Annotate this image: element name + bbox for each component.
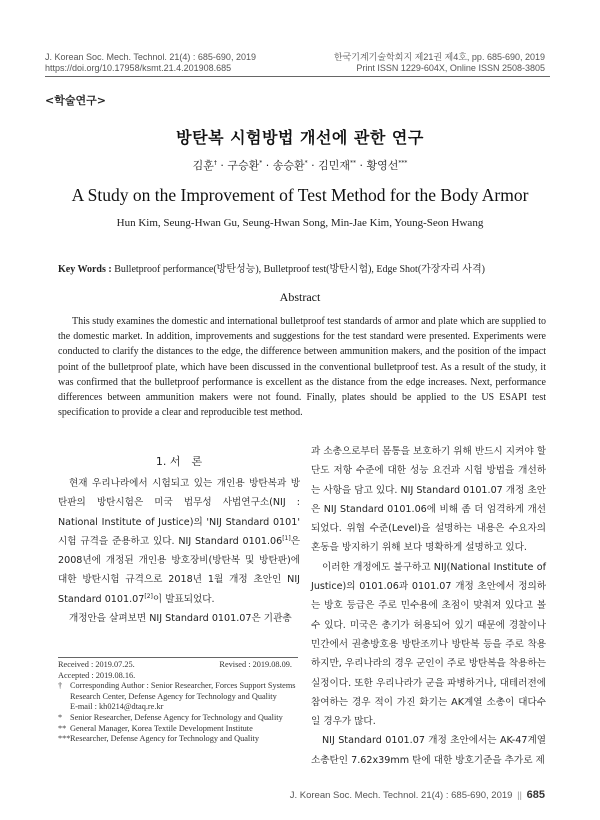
accepted-date: Accepted : 2019.08.16. xyxy=(58,670,136,680)
footer-citation: J. Korean Soc. Mech. Technol. 21(4) : 685-690, 2019 xyxy=(289,790,513,801)
citation-ref[interactable]: [2] xyxy=(144,592,153,600)
author-ko: 황영선 xyxy=(366,159,399,172)
title-english: A Study on the Improvement of Test Method for the Body Armor xyxy=(71,185,529,205)
authors-english: Hun Kim, Seung-Hwan Gu, Seung-Hwan Song, Min-Jae Kim, Young-Seon Hwang xyxy=(116,217,484,229)
author-ko: 김훈 xyxy=(192,159,214,172)
section-heading-introduction: 1. 서 론 xyxy=(155,455,203,468)
paragraph: NIJ Standard 0101.07 개정 초안에서는 AK-47계열 소총탄인 7.62x39mm 탄에 대한 방호기준을 추가로 제 xyxy=(311,735,546,766)
left-column-text xyxy=(58,474,300,628)
received-date: Received : 2019.07.25. xyxy=(58,660,135,669)
footnote-3 xyxy=(58,734,298,745)
paragraph xyxy=(58,474,300,609)
page-footer xyxy=(290,790,545,801)
journal-citation: J. Korean Soc. Mech. Technol. 21(4) : 685-690, 2019 xyxy=(45,52,256,62)
author-mark: *** xyxy=(398,159,408,167)
header-rule xyxy=(45,76,550,77)
footnote-text: Senior Researcher, Defense Agency for Technology and Quality xyxy=(70,712,283,722)
author-separator: · xyxy=(356,159,367,172)
paragraph: 이러한 개정에도 불구하고 NIJ(National Institute of Justice)의 0101.06과 0101.07 개정 초안에서 정의하는 방호 등급은 주로 민수용에 초점이 맞춰져 있다고 볼 수 있다. 미국은 총기가 허용되어 있기 때문에 경찰이나 민간에서 권총방호용 방탄조끼나 방탄복 등을 주로 착용하지만, 우리나라의 경우 군인이 주로 방탄복을 착용하는 실정이다. 또한 우리나라가 군을 파병하거나, 대테러전에 참여하는 경우 적이 가진 화기는 AK계열 소총이 대다수일 경우가 많다. xyxy=(311,561,546,728)
footnote-rule xyxy=(58,657,298,658)
footnote-1 xyxy=(58,713,298,724)
footnote-mark: *** xyxy=(58,734,71,744)
running-header-right xyxy=(334,52,545,74)
author-mark: ** xyxy=(350,159,357,167)
right-column-text xyxy=(311,442,546,770)
footer-divider: || xyxy=(517,790,522,801)
author-separator: · xyxy=(262,159,273,172)
revised-date: Revised : 2019.08.09. xyxy=(219,660,292,669)
doi-link[interactable]: https://doi.org/10.17958/ksmt.21.4.201908.685 xyxy=(45,63,232,73)
keywords xyxy=(58,260,485,275)
category-label: <학술연구> xyxy=(45,94,106,107)
footnote-corresponding xyxy=(58,681,298,702)
author-mark: * xyxy=(259,159,263,167)
author-separator: · xyxy=(307,159,319,172)
paragraph: 개정안을 살펴보면 NIJ Standard 0101.07은 기관총 xyxy=(69,613,292,625)
footnote-mark: * xyxy=(58,712,63,722)
author-ko: 송승환 xyxy=(272,159,305,172)
footnote-2 xyxy=(58,724,298,735)
keywords-list: Bulletproof performance(방탄성능), Bulletproof test(방탄시험), Edge Shot(가장자리 사격) xyxy=(114,264,485,275)
keywords-label: Key Words : xyxy=(58,264,115,275)
citation-ref[interactable]: [1] xyxy=(282,534,291,542)
authors-korean xyxy=(0,157,600,173)
corresponding-email[interactable]: E-mail : kh0214@dtaq.re.kr xyxy=(70,702,164,712)
footnote-mark: ** xyxy=(58,723,67,733)
page-number: 685 xyxy=(526,789,545,801)
running-header-left xyxy=(45,52,256,74)
journal-citation-ko: 한국기계기술학회지 제21권 제4호, pp. 685-690, 2019 xyxy=(333,52,545,62)
author-ko: 김민재 xyxy=(318,159,351,172)
author-mark: † xyxy=(213,159,217,167)
footnotes xyxy=(58,660,298,745)
text-run: 이 발표되었다. xyxy=(152,593,215,605)
abstract-body: This study examines the domestic and international bulletproof test standards of armor and plate which are supplied to the domestic market. In addition, improvements and suggestions for the test standard were presented. Experiments were conducted to clarify the distances to the edge, the difference between ammunition makers, and the position of the impact point of the bulletproof plate, which have been discussed in the conventional bulletproof test. As a result of the study, it was confirmed that the bulletproof performance is excellent as the distance from the edge increases. Next, performance differences between ammunition makers were not found. Finally, plates should be applied to the US ESAPI test specification to provide a clear and reproducible test method. xyxy=(58,316,546,419)
author-separator: · xyxy=(216,159,228,172)
footnote-mark: † xyxy=(58,681,63,691)
text-run: 은 2008년에 개정된 개인용 방호장비(방탄복 및 방탄판)에 대한 방탄시험 규격으로 2018년 1월 개정 초안인 NIJ Standard 0101.07 xyxy=(58,535,300,605)
footnote-text: Researcher, Defense Agency for Technology and Quality xyxy=(70,734,260,744)
author-ko: 구승환 xyxy=(227,159,260,172)
issn-line: Print ISSN 1229-604X, Online ISSN 2508-3805 xyxy=(356,63,545,73)
title-korean: 방탄복 시험방법 개선에 관한 연구 xyxy=(176,128,424,147)
abstract-heading: Abstract xyxy=(279,290,321,304)
footnote-text: Corresponding Author : Senior Researcher, Forces Support Systems Research Center, Defense Agency for Technology and Quality xyxy=(70,681,296,701)
dates-row xyxy=(58,660,298,671)
text-run: 현재 우리나라에서 시험되고 있는 개인용 방탄복과 방탄판의 방탄시험은 미국 법무성 사법연구소(NIJ : National Institute of Justice)의 'NIJ Standard 0101' 시험 규격을 준용하고 있다. NIJ Standard 0101.06 xyxy=(58,478,300,547)
author-mark: * xyxy=(304,159,308,167)
footnote-text: General Manager, Korea Textile Development Institute xyxy=(70,723,253,733)
paragraph: 과 소총으로부터 몸통을 보호하기 위해 반드시 지켜야 할 단도 저항 수준에 대한 성능 요건과 시험 방법을 개선하는 사항을 담고 있다. NIJ Standard 0101.07 개정 초안은 NIJ Standard 0101.06에 비해 좀 더 엄격하게 개선되었다. 위협 수준(Level)을 설명하는 내용은 수요자의 혼동을 방지하기 위해 보다 명확하게 설명하고 있다. xyxy=(311,446,546,554)
